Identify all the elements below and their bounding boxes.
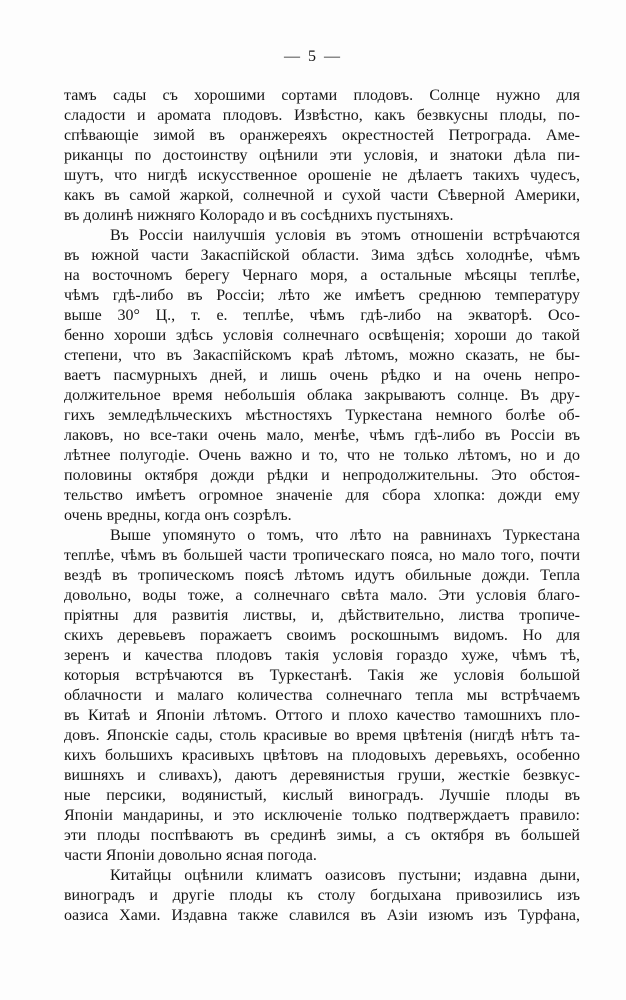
text-line: вишняхъ и сливахъ), даютъ деревянистыя груши, жесткіе безвкус-: [64, 767, 580, 784]
text-line: виноградъ и другіе плоды къ столу богдыхана привозились изъ: [64, 887, 580, 904]
text-line: бенно хороши здѣсь условія солнечнаго освѣщенія; хороши до такой: [64, 327, 580, 344]
text-line: спѣвающіе зимой въ оранжереяхъ окрестностей Петрограда. Аме-: [64, 127, 580, 144]
text-line: выше 30° Ц., т. е. теплѣе, чѣмъ гдѣ-либо на экваторѣ. Осо-: [64, 307, 580, 324]
text-line: зеренъ и качества плодовъ такія условія гораздо хуже, чѣмъ тѣ,: [64, 647, 580, 664]
text-line: довольно, воды тоже, а солнечнаго свѣта мало. Эти условія благо-: [64, 587, 580, 604]
text-line: части Японіи довольно ясная погода.: [64, 847, 317, 864]
text-line: въ Китаѣ и Японіи лѣтомъ. Оттого и плохо качество тамошнихъ пло-: [64, 707, 580, 724]
text-line: очень вредны, когда онъ созрѣлъ.: [64, 507, 292, 524]
text-line: сладости и аромата плодовъ. Извѣстно, какъ безвкусны плоды, по-: [64, 107, 580, 124]
text-line: чѣмъ гдѣ-либо въ Россіи; лѣто же имѣетъ среднюю температуру: [64, 287, 580, 304]
text-line: эти плоды поспѣваютъ въ срединѣ зимы, а съ октября въ большей: [64, 827, 580, 844]
text-line: Японіи мандарины, и это исключеніе только подтверждаетъ правило:: [64, 807, 580, 824]
text-line: степени, что въ Закаспійскомъ краѣ лѣтомъ, можно сказать, не бы-: [64, 347, 580, 364]
text-line: половины октября дожди рѣдки и непродолжительны. Это обстоя-: [64, 467, 580, 484]
text-line: риканцы по достоинству оцѣнили эти условія, и знатоки дѣла пи-: [64, 147, 580, 164]
text-line: лѣтнее полугодіе. Очень важно и то, что не только лѣтомъ, но и до: [64, 447, 580, 464]
page-number: — 5 —: [284, 48, 342, 65]
text-line: Выше упомянуто о томъ, что лѣто на равнинахъ Туркестана: [110, 527, 580, 544]
text-line: шутъ, что нигдѣ искусственное орошеніе не дѣлаетъ такихъ чудесъ,: [64, 167, 580, 184]
text-line: ные персики, водянистый, кислый виноградъ. Лучшіе плоды въ: [64, 787, 580, 804]
text-line: въ южной части Закаспійской области. Зима здѣсь холоднѣе, чѣмъ: [64, 247, 580, 264]
text-line: тамъ сады съ хорошими сортами плодовъ. Солнце нужно для: [64, 87, 580, 104]
text-line: тельство имѣетъ огромное значеніе для сбора хлопка: дожди ему: [64, 487, 580, 504]
text-line: оазиса Хами. Издавна также славился въ Азіи изюмъ изъ Турфана,: [64, 907, 580, 924]
text-line: довъ. Японскіе сады, столь красивые во время цвѣтенія (нигдѣ нѣтъ та-: [64, 727, 580, 744]
text-line: должительное время небольшія облака закрываютъ солнце. Въ дру-: [64, 387, 580, 404]
text-line: вездѣ въ тропическомъ поясѣ лѣтомъ идутъ обильные дожди. Тепла: [64, 567, 580, 584]
text-line: ваетъ пасмурныхъ дней, и лишь очень рѣдко и на очень непро-: [64, 367, 580, 384]
text-line: кихъ большихъ красивыхъ цвѣтовъ на плодовыхъ деревьяхъ, особенно: [64, 747, 580, 764]
text-line: которыя встрѣчаются въ Туркестанѣ. Такія же условія большой: [64, 667, 580, 684]
text-line: какъ въ самой жаркой, солнечной и сухой части Сѣверной Америки,: [64, 187, 580, 204]
text-line: скихъ деревьевъ поражаетъ своимъ роскошнымъ видомъ. Но для: [64, 627, 580, 644]
text-line: теплѣе, чѣмъ въ большей части тропическаго пояса, но мало того, почти: [64, 547, 580, 564]
text-line: облачности и малаго количества солнечнаго тепла мы встрѣчаемъ: [64, 687, 580, 704]
text-line: Китайцы оцѣнили климатъ оазисовъ пустыни; издавна дыни,: [110, 867, 580, 884]
text-line: на восточномъ берегу Чернаго моря, а остальные мѣсяцы теплѣе,: [64, 267, 580, 284]
text-line: лаковъ, но все-таки очень мало, менѣе, чѣмъ гдѣ-либо въ Россіи въ: [64, 427, 580, 444]
text-line: Въ Россіи наилучшія условія въ этомъ отношеніи встрѣчаются: [110, 227, 580, 244]
text-line: пріятны для развитія листвы, и, дѣйствительно, листва тропиче-: [64, 607, 580, 624]
text-line: гихъ земледѣльческихъ мѣстностяхъ Туркестана немного болѣе об-: [64, 407, 580, 424]
text-line: въ долинѣ нижняго Колорадо и въ сосѣднихъ пустыняхъ.: [64, 207, 454, 224]
